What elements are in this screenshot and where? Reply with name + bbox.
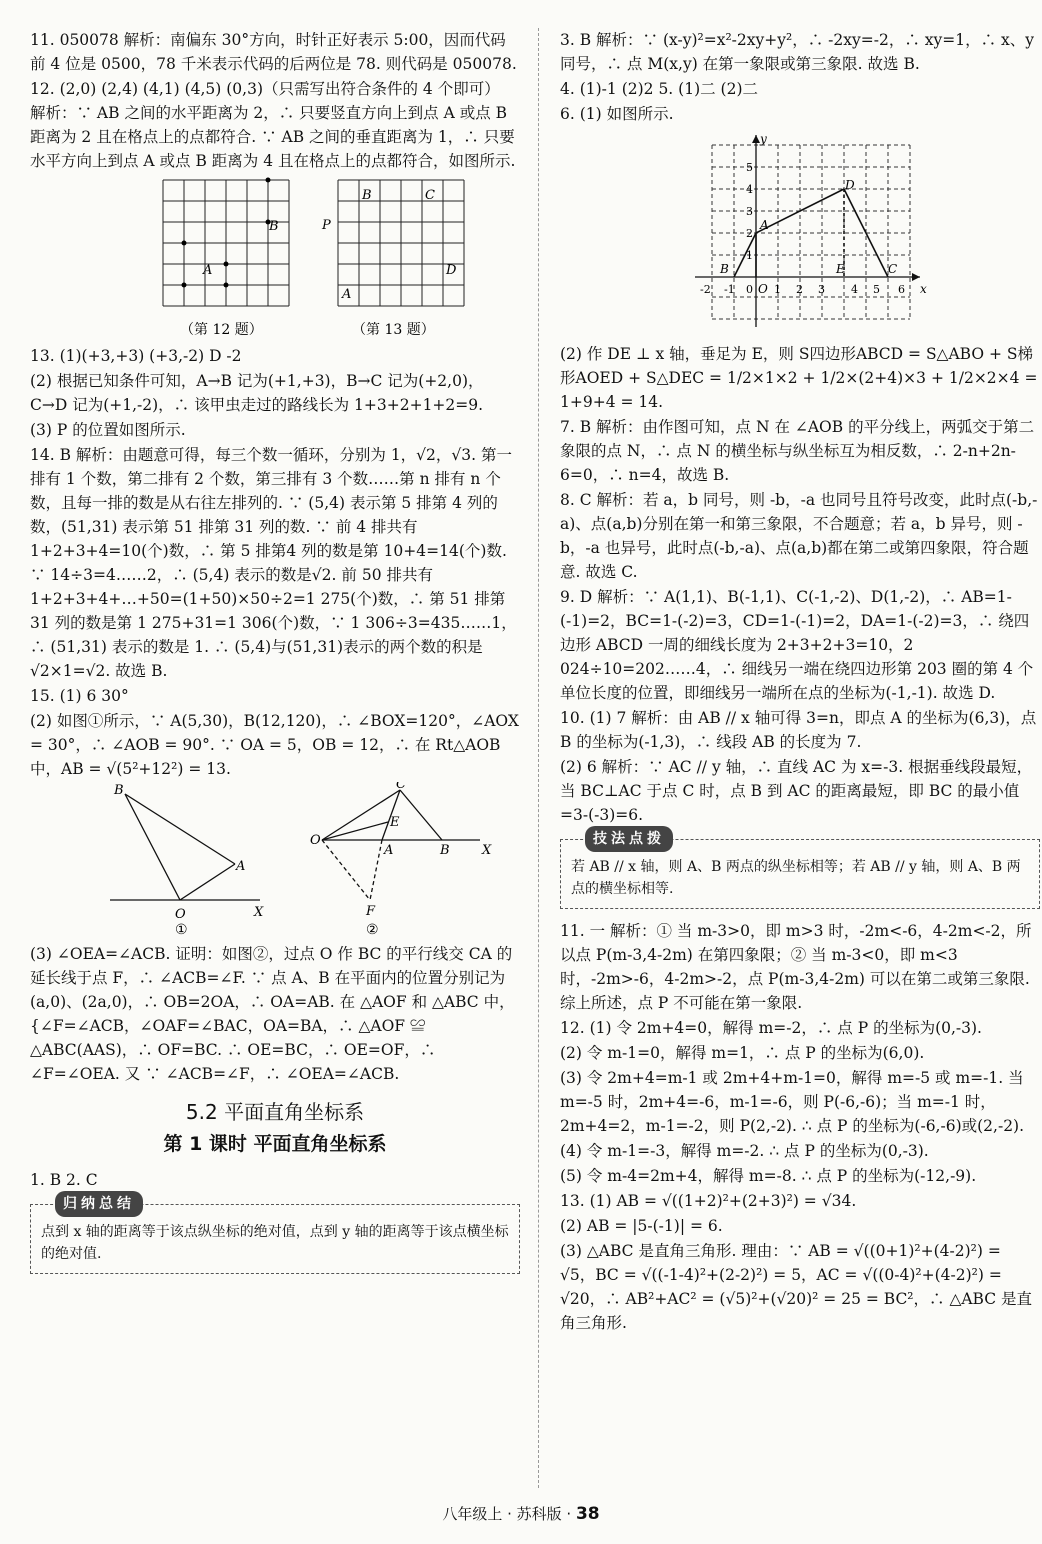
y-tick: 2 xyxy=(746,227,753,240)
fig13-caption: （第 13 题） xyxy=(352,322,435,338)
y-tick: 3 xyxy=(746,205,753,218)
answer-12-1: 12. (1) 令 2m+4=0，解得 m=-2，∴ 点 P 的坐标为(0,-3). xyxy=(560,1019,982,1037)
answer-15-3: (3) ∠OEA=∠ACB. 证明：如图②，过点 O 作 BC 的平行线交 CA 的延长线于点 F，∴ ∠ACB=∠F. ∵ 点 A、B 在平面内的位置分别记为(a,0)、(2a,0)，∴ OB=2OA，∴ OA=AB. 在 △AOF 和 △ABC 中，{∠F=∠ACB，∠OAF=∠BAC，OA=BA，∴ △AOF ≌ △ABC(AAS)，∴ OF=BC. ∴ OE=BC，∴ OE=OF，∴ ∠F=∠OEA. 又 ∵ ∠ACB=∠F，∴ ∠OEA=∠ACB. xyxy=(30,945,515,1083)
summary-box xyxy=(30,1196,520,1274)
coord-axes xyxy=(695,135,920,327)
x-tick: 2 xyxy=(796,283,803,296)
x-tick: 5 xyxy=(873,283,880,296)
answer-13-1: 13. (1)(+3,+3) (+3,-2) D -2 xyxy=(30,347,242,365)
y-tick: 1 xyxy=(746,249,753,262)
coord-label-a: A xyxy=(760,218,769,232)
x-tick: 6 xyxy=(898,283,905,296)
fig1-label-a: A xyxy=(236,859,246,874)
y-tick: 5 xyxy=(746,161,753,174)
lesson-title: 第 1 课时 平面直角坐标系 xyxy=(163,1133,387,1155)
answer-13-3: (3) △ABC 是直角三角形. 理由：∵ AB = √((0+1)²+(4-2)²) = √5，BC = √((-1-4)²+(2-2)²) = 5，AC = √((0-4)²+(4-2)²) = √20，∴ AB²+AC² = (√5)²+(√20)² = 25 = BC²，∴ △ABC 是直角三角形. xyxy=(560,1242,1033,1332)
y-axis-arrow xyxy=(752,135,760,143)
fig2-label-c: C xyxy=(396,782,406,792)
page-number: 38 xyxy=(575,1504,600,1524)
figures-15 xyxy=(30,782,520,942)
y-tick: 4 xyxy=(746,183,753,196)
coord-label-d: D xyxy=(845,178,855,192)
x-tick: 3 xyxy=(818,283,825,296)
answer-11: 11. 050078 解析：南偏东 30°方向，时针正好表示 5:00，因而代码前 4 位是 0500，78 千米表示代码的后两位是 78. 则代码是 050078. xyxy=(30,31,517,73)
g12-label-b: B xyxy=(269,219,279,234)
fig1-label-b: B xyxy=(114,783,124,798)
fig2-label-b: B xyxy=(440,843,450,858)
technique-box-text: 若 AB // x 轴，则 A、B 两点的纵坐标相等；若 AB // y 轴，则 A、B 两点的横坐标相等. xyxy=(571,859,1021,897)
grid-figures xyxy=(30,174,510,344)
coord-label-e: E xyxy=(836,262,845,276)
fig1-caption: ① xyxy=(175,922,188,938)
fig2-caption: ② xyxy=(366,922,379,938)
left-column xyxy=(30,28,520,1284)
figures-12-13 xyxy=(30,174,520,344)
answer-15-1: 15. (1) 6 30° xyxy=(30,687,129,705)
coord-label-y: y xyxy=(760,132,767,146)
g13-label-p: P xyxy=(322,218,331,233)
technique-box xyxy=(560,831,1040,909)
fig1-label-x: X xyxy=(254,905,264,920)
answers-1-2: 1. B 2. C xyxy=(30,1171,98,1189)
x-tick: -1 xyxy=(724,283,735,296)
answer-13-1: 13. (1) AB = √((1+2)²+(2+3)²) = √34. xyxy=(560,1192,857,1210)
coord-label-b: B xyxy=(720,262,729,276)
fig2-label-f: F xyxy=(366,904,376,919)
grid-13 xyxy=(321,180,464,306)
answer-13-2: (2) AB = |5-(-1)| = 6. xyxy=(560,1217,723,1235)
g13-label-d: D xyxy=(446,263,457,278)
answer-6-2: (2) 作 DE ⊥ x 轴，垂足为 E，则 S四边形ABCD = S△ABO + S梯形AOED + S△DEC = 1/2×1×2 + 1/2×(2+4)×3 + 1/2×2×4 = 1+9+4 = 14. xyxy=(560,345,1038,411)
column-divider xyxy=(538,28,539,1488)
figure-2 xyxy=(322,790,480,900)
fig2-label-a: A xyxy=(384,843,394,858)
footer-grade: 八年级上 · 苏科版 · xyxy=(442,1505,576,1523)
answer-7: 7. B 解析：由作图可知，点 N 在 ∠AOB 的平分线上，两弧交于第二象限的点 N，∴ 点 N 的横坐标与纵坐标互为相反数，∴ 2-n+2n-6=0，∴ n=4，故选 B. xyxy=(560,418,1035,484)
x-tick: -2 xyxy=(700,283,711,296)
answer-12: 12. (2,0) (2,4) (4,1) (4,5) (0,3)（只需写出符合条件的 4 个即可） 解析：∵ AB 之间的水平距离为 2，∴ 只要竖直方向上到点 A 或点 B 距离为 2 且在格点上的点都符合. ∵ AB 之间的垂直距离为 1，∴ 只要水平方向上到点 A 或点 B 距离为 4 且在格点上的点都符合，如图所示. xyxy=(30,80,516,170)
coord-grid xyxy=(712,145,910,319)
answer-9: 9. D 解析：∵ A(1,1)、B(-1,1)、C(-1,-2)、D(1,-2)，∴ AB=1-(-1)=2，BC=1-(-2)=3，CD=1-(-1)=2，DA=1-(-2)=3，∴ 绕四边形 ABCD 一周的细线长度为 2+3+2+3=10，2 024÷10=202……4，∴ 细线另一端在绕四边形第 203 圈的第 4 个单位长度的位置，即细线另一端所在点的坐标为(-1,-1). 故选 D. xyxy=(560,588,1034,702)
summary-box-text: 点到 x 轴的距离等于该点纵坐标的绝对值，点到 y 轴的距离等于该点横坐标的绝对值. xyxy=(41,1224,509,1262)
answer-10-2: (2) 6 解析：∵ AC // y 轴，∴ 直线 AC 为 x=-3. 根据垂线段最短，当 BC⊥AC 于点 C 时，点 B 到 AC 的距离最短，即 BC 的最小值=3-(-3)=6. xyxy=(560,758,1033,824)
answer-12-4: (4) 令 m-1=-3，解得 m=-2. ∴ 点 P 的坐标为(0,-3). xyxy=(560,1142,929,1160)
answer-6-1: 6. (1) 如图所示. xyxy=(560,105,674,123)
section-title: 5.2 平面直角坐标系 xyxy=(185,1100,365,1124)
x-axis-arrow xyxy=(912,273,920,281)
fig2-label-o: O xyxy=(310,833,321,848)
x-tick: 1 xyxy=(774,283,781,296)
fig12-caption: （第 12 题） xyxy=(180,322,263,338)
answer-10-1: 10. (1) 7 解析：由 AB // x 轴可得 3=n，即点 A 的坐标为(6,3)，点 B 的坐标为(-1,3)，∴ 线段 AB 的长度为 7. xyxy=(560,709,1037,751)
coord-label-c: C xyxy=(888,262,898,276)
x-tick: 4 xyxy=(851,283,858,296)
answers-4-5: 4. (1)-1 (2)2 5. (1)二 (2)二 xyxy=(560,80,758,98)
right-column xyxy=(560,28,1040,1336)
page-footer xyxy=(0,1503,1042,1524)
fig1-label-o: O xyxy=(175,907,186,922)
answer-12-5: (5) 令 m-4=2m+4，解得 m=-8. ∴ 点 P 的坐标为(-12,-9). xyxy=(560,1167,977,1185)
coord-label-x: x xyxy=(920,282,927,296)
answer-13-3: (3) P 的位置如图所示. xyxy=(30,421,186,439)
answer-13-2: (2) 根据已知条件可知，A→B 记为(+1,+3)，B→C 记为(+2,0)，C→D 记为(+1,-2)，∴ 该甲虫走过的路线长为 1+3+2+1+2=9. xyxy=(30,372,484,414)
g13-label-c: C xyxy=(425,188,435,203)
answer-14: 14. B 解析：由题意可得，每三个数一循环，分别为 1，√2，√3. 第一排有 1 个数，第二排有 2 个数，第三排有 3 个数……第 n 排有 n 个数，且每一排的数是从右往左排列的. ∵ (5,4) 表示第 5 排第 4 列的数，(51,31) 表示第 51 排第 31 列的数. ∵ 前 4 排共有 1+2+3+4=10(个)数，∴ 第 5 排第4 列的数是第 10+4=14(个)数. ∵ 14÷3=4……2，∴ (5,4) 表示的数是√2. 前 50 排共有 1+2+3+4+…+50=(1+50)×50÷2=1 275(个)数，∴ 第 51 排第 31 列的数是第 1 275+31=1 306(个)数，∵ 1 306÷3=435……1，∴ (51,31) 表示的数是 1. ∴ (5,4)与(51,31)表示的两个数的积是√2×1=√2. 故选 B. xyxy=(30,446,517,680)
coord-label-o: O xyxy=(758,282,768,296)
fig2-label-e: E xyxy=(390,815,400,830)
g13-label-a: A xyxy=(342,287,352,302)
g12-label-a: A xyxy=(203,263,213,278)
coordinate-plane xyxy=(560,127,1030,342)
answer-11: 11. 一 解析：① 当 m-3>0，即 m>3 时，-2m<-6，4-2m<-2，所以点 P(m-3,4-2m) 在第四象限；② 当 m-3<0，即 m<3 时，-2m>-6，4-2m>-2，点 P(m-3,4-2m) 可以在第二或第三象限. 综上所述，点 P 不可能在第一象限. xyxy=(560,922,1032,1012)
answer-12-2: (2) 令 m-1=0，解得 m=1，∴ 点 P 的坐标为(6,0). xyxy=(560,1044,925,1062)
triangle-figures xyxy=(30,782,510,942)
g13-label-b: B xyxy=(362,188,372,203)
answer-8: 8. C 解析：若 a，b 同号，则 -b，-a 也同号且符号改变，此时点(-b,-a)、点(a,b)分别在第一和第三象限，不合题意；若 a，b 异号，则 -b，-a 也异号，此时点(-b,-a)、点(a,b)都在第二或第四象限，符合题意. 故选 C. xyxy=(560,491,1038,581)
answer-12-3: (3) 令 2m+4=m-1 或 2m+4+m-1=0，解得 m=-5 或 m=-1. 当 m=-5 时，2m+4=-6，m-1=-6，则 P(-6,-6)；当 m=-1 时，2m+4=2，m-1=-2，则 P(2,-2). ∴ 点 P 的坐标为(-6,-6)或(2,-2). xyxy=(560,1069,1025,1135)
answer-15-2: (2) 如图①所示，∵ A(5,30)，B(12,120)，∴ ∠BOX=120°，∠AOX = 30°，∴ ∠AOB = 90°. ∵ OA = 5，OB = 12，∴ 在 Rt△AOB 中，AB = √(5²+12²) = 13. xyxy=(30,712,519,778)
coordinate-figure xyxy=(560,127,1040,342)
grid-12 xyxy=(163,178,289,307)
fig2-label-x: X xyxy=(482,843,492,858)
technique-box-tag: 技法点拨 xyxy=(585,826,673,852)
coord-x-ticks xyxy=(700,283,905,296)
x-tick: 0 xyxy=(746,283,753,296)
summary-box-tag: 归纳总结 xyxy=(55,1191,143,1217)
answer-3: 3. B 解析：∵ (x-y)²=x²-2xy+y²，∴ -2xy=-2，∴ xy=1，∴ x、y 同号，∴ 点 M(x,y) 在第一象限或第三象限. 故选 B. xyxy=(560,31,1035,73)
figure-1 xyxy=(110,794,260,900)
